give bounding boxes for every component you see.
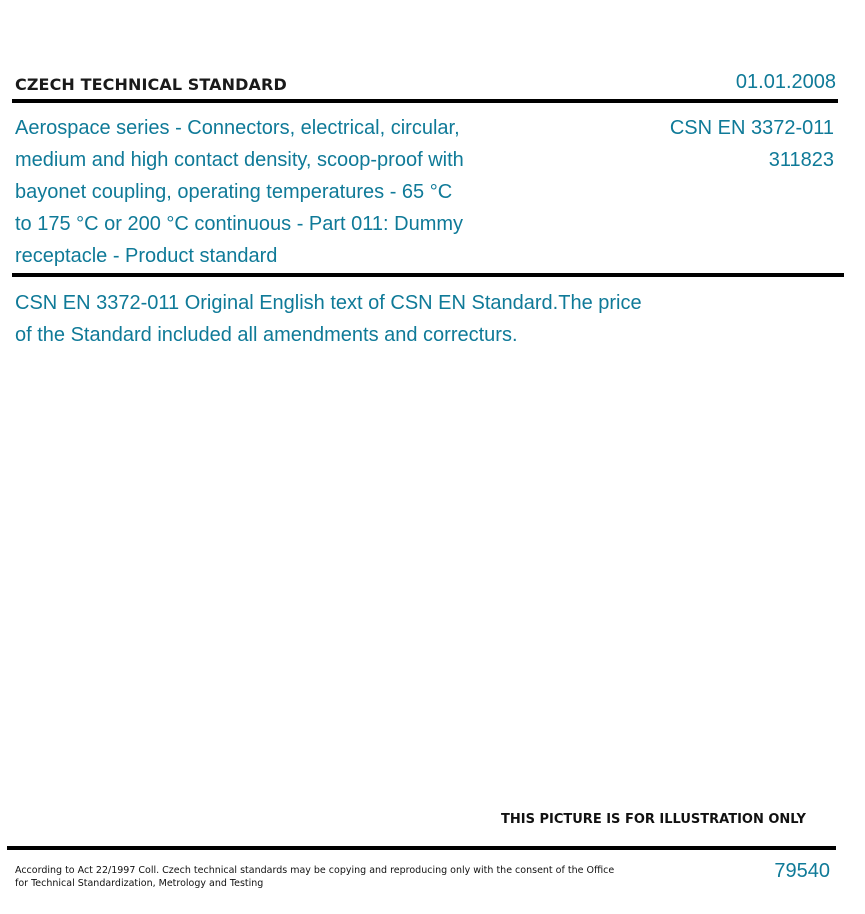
title-line: Aerospace series - Connectors, electrical, circular, bbox=[15, 117, 460, 139]
standard-class-number: 311823 bbox=[768, 149, 834, 171]
footnote-line: According to Act 22/1997 Coll. Czech technical standards may be copying and reproducing only with the consent of the Office bbox=[15, 865, 615, 876]
header-divider bbox=[12, 99, 838, 103]
footer-divider bbox=[7, 846, 836, 850]
title-line: to 175 °C or 200 °C continuous - Part 011: Dummy bbox=[15, 213, 464, 235]
title-line: medium and high contact density, scoop-proof with bbox=[15, 149, 464, 171]
standard-title bbox=[15, 112, 515, 272]
description-line: CSN EN 3372-011 Original English text of CSN EN Standard.The price bbox=[15, 292, 642, 314]
title-divider bbox=[12, 273, 844, 277]
document-number: 79540 bbox=[774, 860, 830, 882]
standard-code: CSN EN 3372-011 bbox=[669, 117, 834, 139]
description-line: of the Standard included all amendments and correcturs. bbox=[15, 324, 518, 346]
illustration-note: THIS PICTURE IS FOR ILLUSTRATION ONLY bbox=[501, 812, 806, 827]
standard-code-block bbox=[670, 112, 834, 176]
standard-kind-heading: CZECH TECHNICAL STANDARD bbox=[15, 75, 287, 94]
standard-description bbox=[15, 287, 715, 351]
footnote-line: for Technical Standardization, Metrology and Testing bbox=[15, 878, 264, 889]
title-line: receptacle - Product standard bbox=[15, 245, 278, 267]
legal-footnote bbox=[15, 864, 615, 890]
standard-date: 01.01.2008 bbox=[735, 71, 836, 93]
title-line: bayonet coupling, operating temperatures - 65 °C bbox=[15, 181, 453, 203]
